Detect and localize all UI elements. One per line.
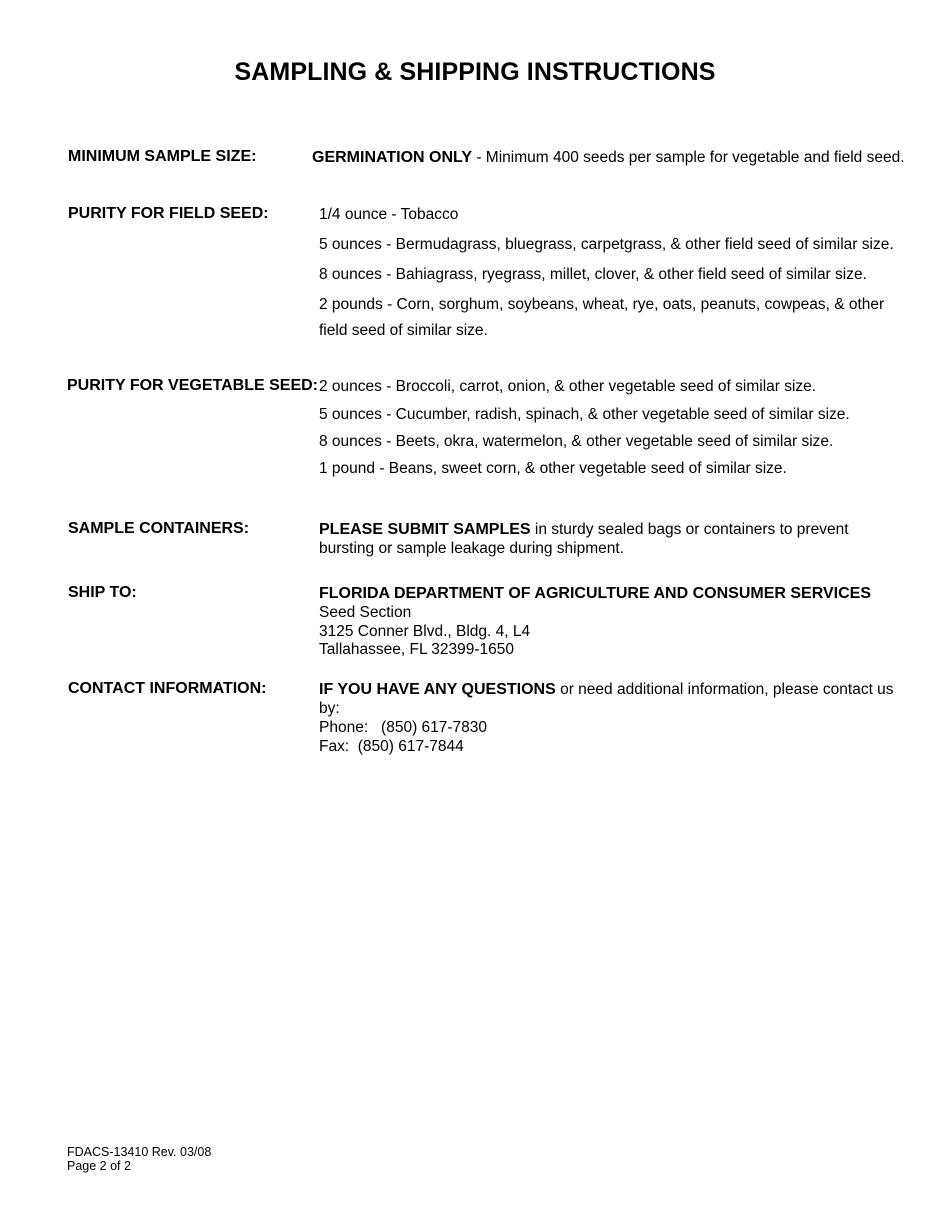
containers-label: SAMPLE CONTAINERS:: [68, 520, 250, 537]
containers-line2: bursting or sample leakage during shipment.: [319, 540, 625, 557]
footer-form-number: FDACS-13410 Rev. 03/08: [67, 1145, 212, 1159]
contact-text: [319, 680, 894, 699]
ship-to-city: Tallahassee, FL 32399-1650: [319, 641, 515, 658]
containers-text: [319, 520, 849, 539]
page-title: SAMPLING & SHIPPING INSTRUCTIONS: [234, 58, 716, 86]
min-sample-text: [312, 148, 905, 167]
field-seed-line: field seed of similar size.: [319, 322, 488, 339]
min-sample-bold: GERMINATION ONLY: [312, 149, 473, 166]
vegetable-seed-line: 8 ounces - Beets, okra, watermelon, & other vegetable seed of similar size.: [319, 433, 834, 450]
contact-label: CONTACT INFORMATION:: [68, 680, 267, 697]
containers-bold: PLEASE SUBMIT SAMPLES: [319, 521, 531, 538]
vegetable-seed-label: PURITY FOR VEGETABLE SEED:: [67, 377, 318, 394]
footer: [67, 1145, 211, 1173]
containers-rest: in sturdy sealed bags or containers to prevent: [530, 521, 849, 538]
vegetable-seed-line: 2 ounces - Broccoli, carrot, onion, & other vegetable seed of similar size.: [319, 378, 817, 395]
vegetable-seed-line: 5 ounces - Cucumber, radish, spinach, & other vegetable seed of similar size.: [319, 406, 850, 423]
min-sample-rest: - Minimum 400 seeds per sample for vegetable and field seed.: [472, 149, 905, 166]
footer-page-number: Page 2 of 2: [67, 1159, 131, 1173]
ship-to-section: Seed Section: [319, 604, 412, 621]
vegetable-seed-line: 1 pound - Beans, sweet corn, & other vegetable seed of similar size.: [319, 460, 787, 477]
ship-to-label: SHIP TO:: [68, 584, 137, 601]
min-sample-label: MINIMUM SAMPLE SIZE:: [68, 148, 257, 165]
ship-to-org: FLORIDA DEPARTMENT OF AGRICULTURE AND CONSUMER SERVICES: [319, 585, 872, 602]
contact-rest: or need additional information, please contact us: [555, 681, 894, 698]
contact-line2: by:: [319, 700, 340, 717]
field-seed-line: 8 ounces - Bahiagrass, ryegrass, millet, clover, & other field seed of similar size.: [319, 266, 867, 283]
contact-phone: Phone: (850) 617-7830: [319, 719, 488, 736]
field-seed-line: 5 ounces - Bermudagrass, bluegrass, carpetgrass, & other field seed of similar size.: [319, 236, 894, 253]
field-seed-line: 2 pounds - Corn, sorghum, soybeans, wheat, rye, oats, peanuts, cowpeas, & other: [319, 296, 885, 313]
contact-fax: Fax: (850) 617-7844: [319, 738, 464, 755]
field-seed-label: PURITY FOR FIELD SEED:: [68, 205, 269, 222]
contact-bold: IF YOU HAVE ANY QUESTIONS: [319, 681, 556, 698]
field-seed-line: 1/4 ounce - Tobacco: [319, 206, 459, 223]
ship-to-street: 3125 Conner Blvd., Bldg. 4, L4: [319, 623, 531, 640]
